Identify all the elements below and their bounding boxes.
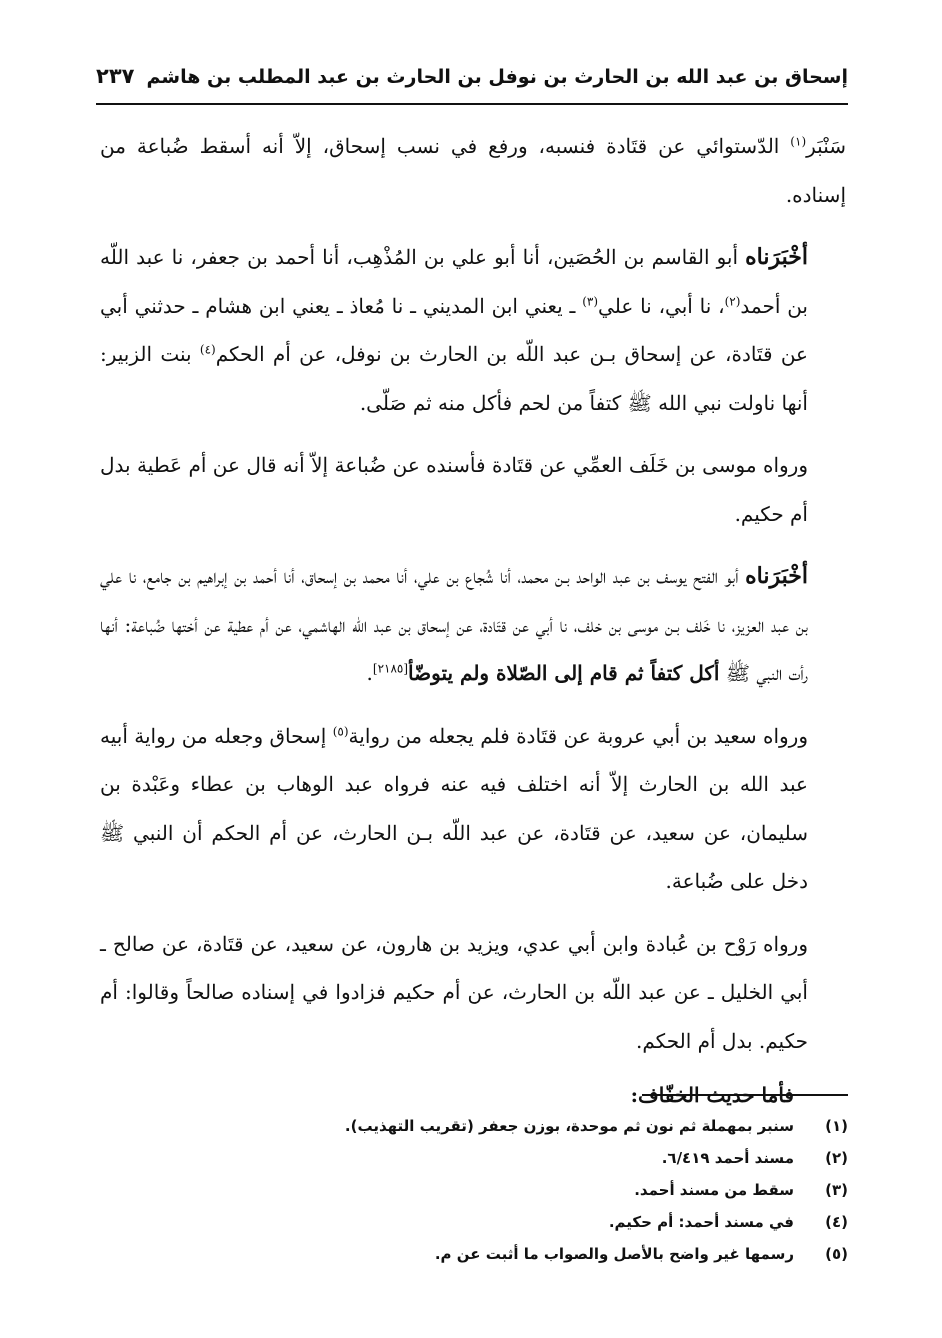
header-rule: [96, 103, 848, 105]
text-run: إسحاق وجعله من رواية أبيه عبد الله بن الحارث إلاّ أنه اختلف فيه عنه فرواه عبد الوهاب بن عطاء وعَبْدة بن سليمان، عن سعيد، عن قتَادة، عن عبد اللّه بـن الحارث، عن أم الحكم أن النبي ﷺ دخل على ضُباعة.: [100, 723, 808, 893]
footnote-item: [160, 1110, 848, 1142]
footnote-ref-2: (٢): [724, 293, 741, 308]
main-text: [100, 122, 846, 1134]
footnote-number: (٤): [825, 1213, 848, 1231]
hadith-number: [٢١٨٥]: [372, 661, 409, 676]
footnote-number: (٢): [825, 1149, 848, 1167]
text-run: سَنْبَر: [806, 134, 846, 158]
paragraph-1: [100, 122, 846, 219]
text-run: ورواه سعيد بن أبي عروبة عن قتَادة فلم يجعله من رواية: [348, 723, 808, 748]
text-run: أبو الفتح يوسف بن عبد الواحد بـن محمد، أنا شُجاع بن علي، أنا محمد بن إسحاق، أنا أحمد بن إبراهيم بن جامع، نا علي بن عبد العزيز، نا خَلف بـن موسى بن خلف، نا أبي عن قتَادة، عن إسحاق بن عبد اللّه الهاشمي، عن أم عطية عن أختها ضُباعة: أنها رأت النبي ﷺ: [100, 564, 808, 685]
footnote-number: (٥): [825, 1245, 848, 1263]
footnote-number: (٣): [825, 1181, 848, 1199]
text-run: ورواه رَوْح بن عُبادة وابن أبي عدي، ويزيد بن هارون، عن سعيد، عن قتَادة، عن صالح ـ أبي الخليل ـ عن عبد اللّه بن الحارث، عن أم حكيم فزادوا في إسناده صالحاً وقالوا: أم حكيم. بدل أم الحكم.: [100, 931, 808, 1053]
footnote-text: مسند أحمد ٦/٤١٩.: [661, 1149, 794, 1167]
closing-line: فأما حديث الخفّاف:: [630, 1083, 794, 1107]
footnote-item: [160, 1206, 848, 1238]
text-run: .: [366, 661, 373, 685]
paragraph-6: [100, 920, 846, 1066]
paragraph-3: [100, 441, 846, 538]
header-title: إسحاق بن عبد الله بن الحارث بن نوفل بن الحارث بن عبد المطلب بن هاشم: [146, 66, 848, 88]
footnote-text: سنبر بمهملة ثم نون ثم موحدة، بوزن جعفر (تقريب التهذيب).: [344, 1117, 794, 1135]
footnote-ref-5: (٥): [332, 723, 349, 738]
footnote-item: [160, 1174, 848, 1206]
isnad-lead: أخْبَرَناه: [745, 244, 808, 270]
page-number: ٢٣٧: [96, 64, 135, 88]
footnote-rule: [642, 1094, 848, 1096]
paragraph-2: [100, 233, 846, 427]
text-run: أبو القاسم بن الحُصَين، أنا أبو علي بن المُذْهِب، أنا أحمد بن جعفر، نا عبد اللّه بن أحمد: [100, 245, 808, 318]
text-run: ورواه موسى بن خَلَف العمِّي عن قتَادة فأسنده عن ضُباعة إلاّ أنه قال عن أم عَطية بدل أم حكيم.: [100, 453, 808, 526]
footnote-ref-4: (٤): [199, 342, 216, 357]
text-run: ، نا أبي، نا علي: [598, 293, 725, 318]
footnote-ref-1: (١): [790, 134, 807, 149]
running-header: [96, 58, 848, 102]
footnote-item: [160, 1142, 848, 1174]
footnote-item: [160, 1238, 848, 1270]
text-run: بنت الزبير: أنها ناولت نبي الله ﷺ كتفاً من لحم فأكل منه ثم صَلّى.: [100, 342, 808, 415]
paragraph-5: [100, 712, 846, 906]
paragraph-4: [100, 552, 846, 698]
footnote-text: رسمها غير واضح بالأصل والصواب ما أثبت عن م.: [434, 1245, 794, 1263]
text-run: الدّستوائي عن قتَادة فنسبه، ورفع في نسب إسحاق، إلاّ أنه أسقط ضُباعة من إسناده.: [100, 134, 846, 207]
footnote-ref-3: (٣): [582, 293, 599, 308]
footnote-number: (١): [825, 1117, 848, 1135]
footnote-text: في مسند أحمد: أم حكيم.: [608, 1213, 794, 1231]
footnote-text: سقط من مسند أحمد.: [634, 1181, 794, 1199]
isnad-lead: أخْبَرَناه: [745, 563, 808, 589]
footnotes: [160, 1110, 848, 1270]
text-run: ـ يعني ابن المديني ـ نا مُعاذ ـ يعني ابن هشام ـ حدثني أبي عن قتَادة، عن إسحاق بـن عبد اللّه بن الحارث بن نوفل، عن أم الحكم: [100, 293, 808, 366]
hadith-matn: أكل كتفاً ثم قام إلى الصّلاة ولم يتوضّأ: [408, 661, 720, 685]
